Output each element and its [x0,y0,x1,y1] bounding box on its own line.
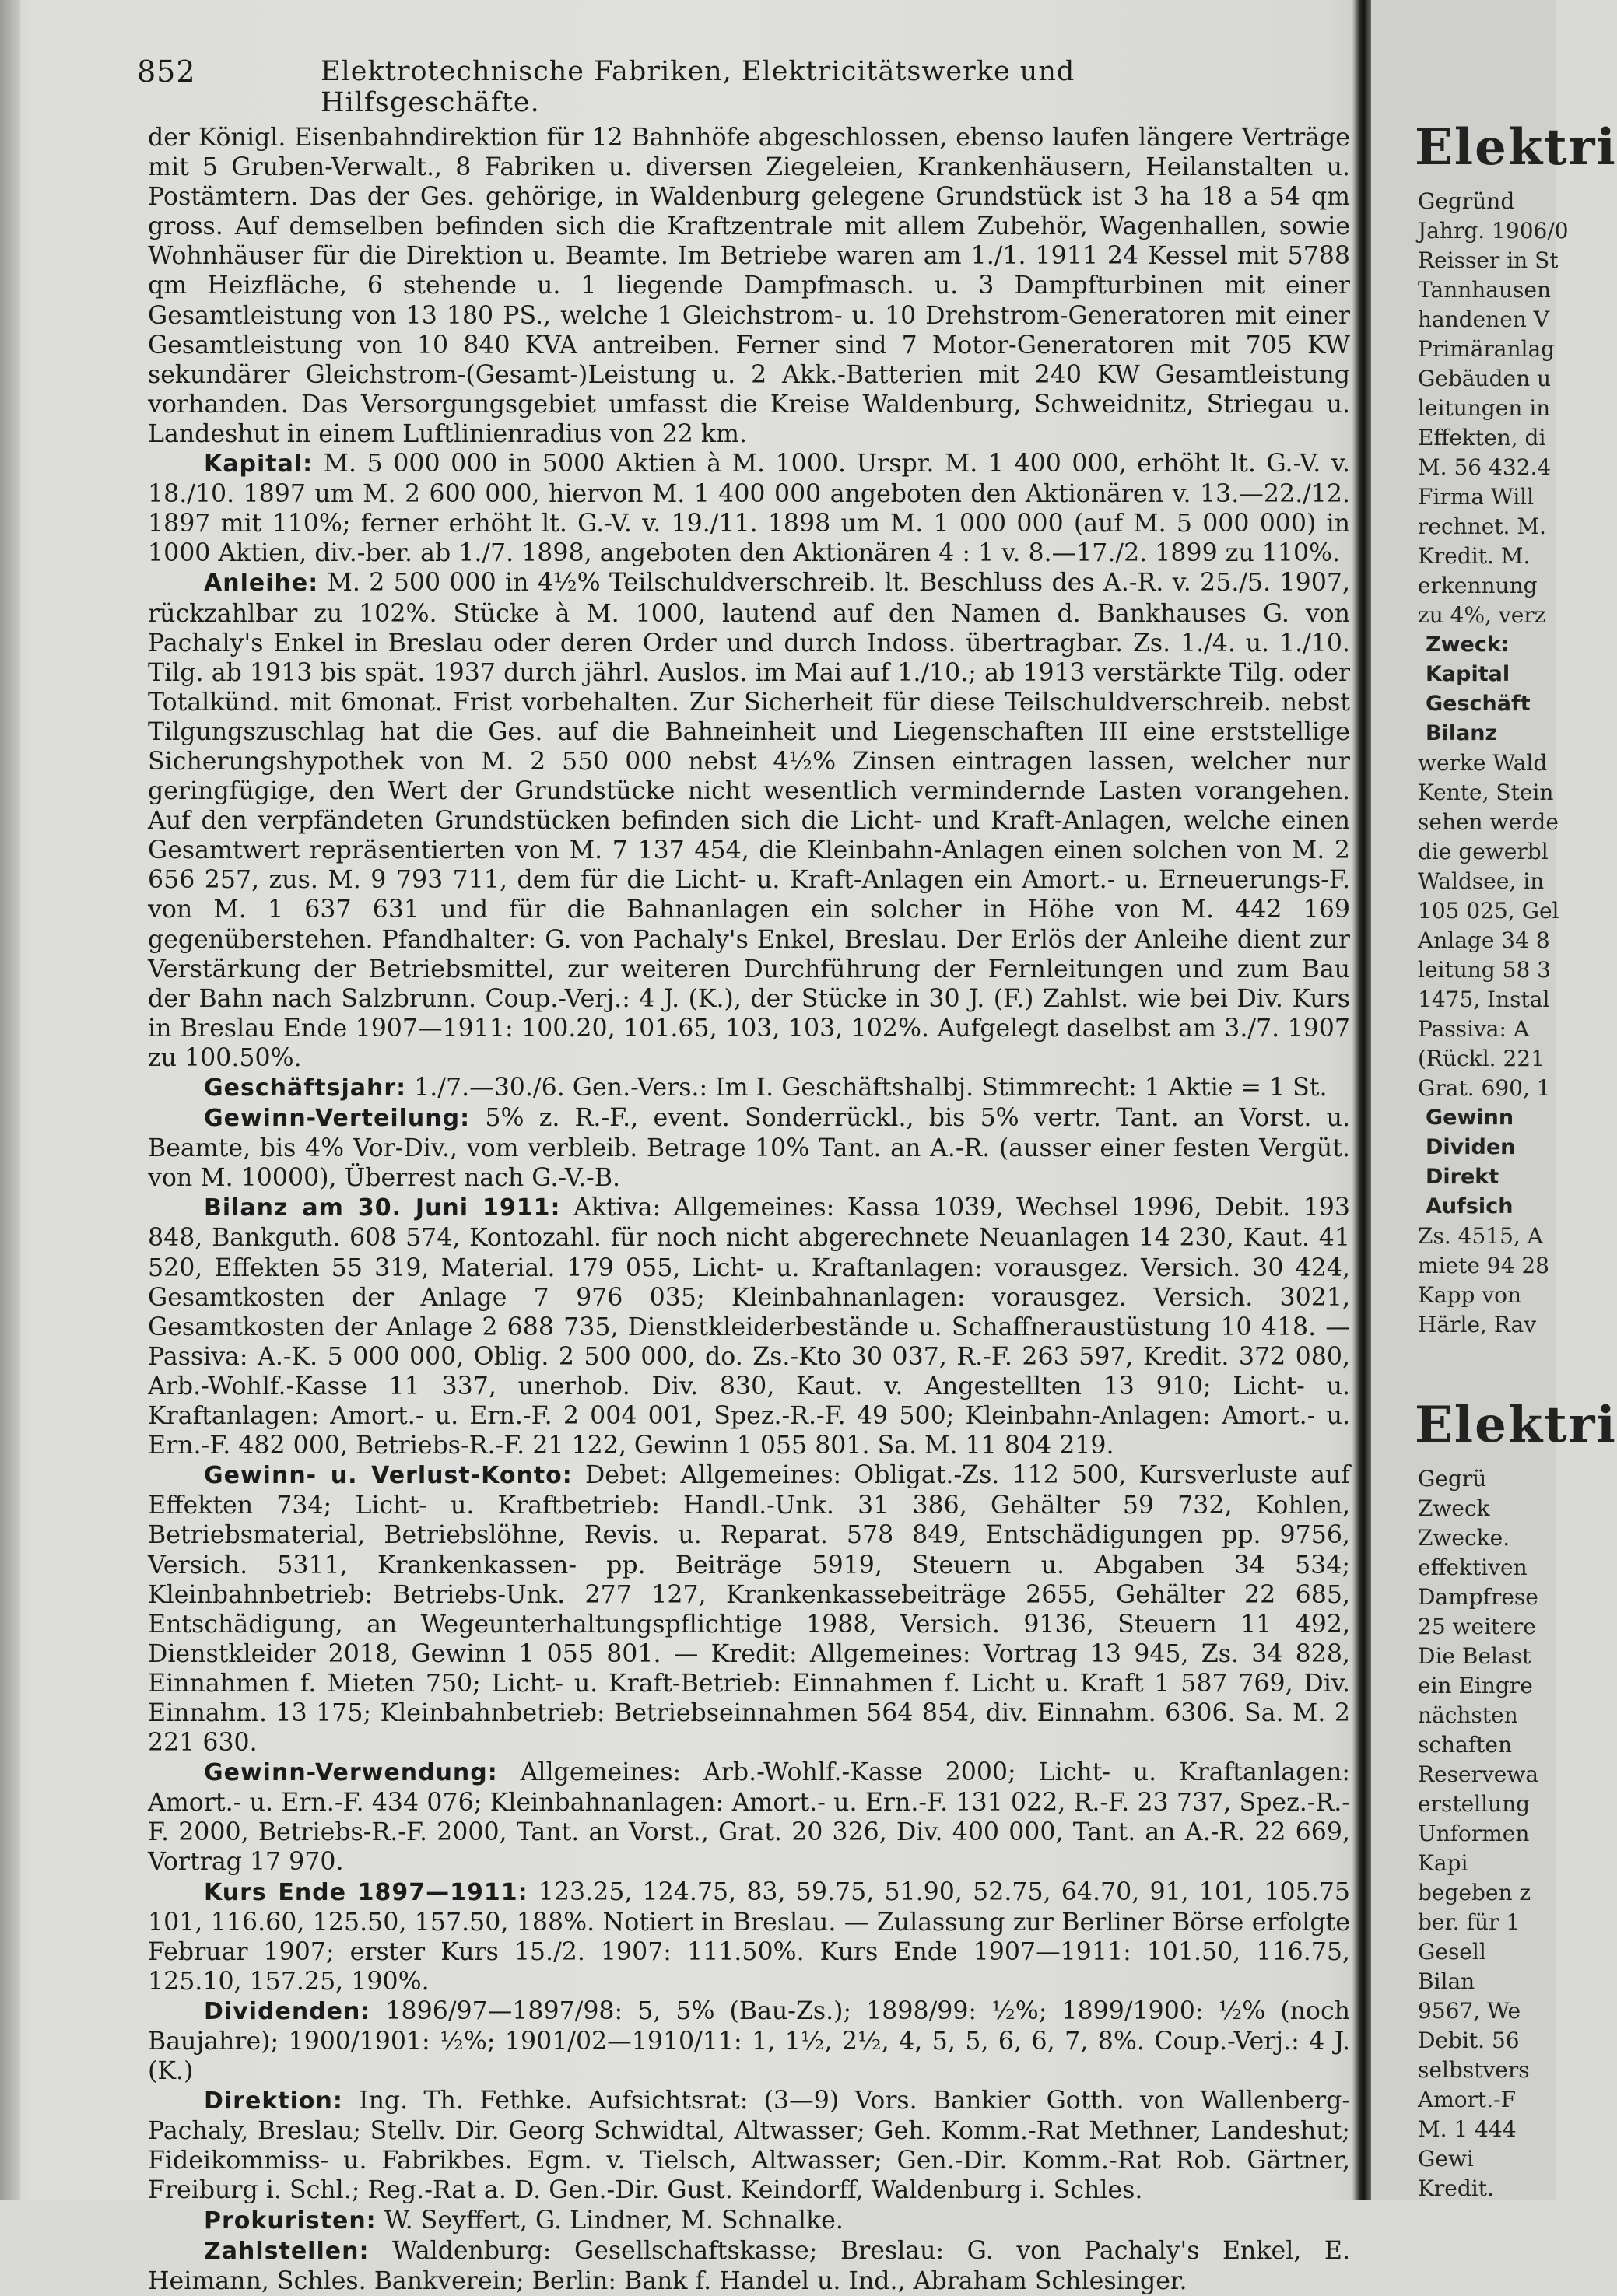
fragment-line: sehen werde [1418,809,1559,835]
adjacent-page-fragment [1371,117,1617,2201]
fragment-line: ber. für 1 [1418,1909,1521,1935]
section-text: M. 5 000 000 in 5000 Aktien à M. 1000. Urspr. M. 1 400 000, erhöht lt. G.-V. v. 18./10. 1897 um M. 2 600 000, hiervon M. 1 400 000 angeboten den Aktionären v. 13.—22./12. 1897 mit 110%; ferner erhöht lt. G.-V. v. 19./11. 1898 um M. 1 000 000 (auf M. 5 000 000) in 1000 Aktien, div.-ber. ab 1./7. 1898, angeboten den Aktionären 4 : 1 v. 8.—17./2. 1899 zu 110%. [148,450,1350,568]
section-text: Ing. Th. Fethke. Aufsichtsrat: (3—9) Vors. Bankier Gotth. von Wallenberg-Pachaly, Breslau; Stellv. Dir. Georg Schwidtal, Altwasser; Geh. Komm.-Rat Methner, Landeshut; Fideikommiss- u. Fabrikbes. Egm. v. Tielsch, Altwasser; Gen.-Dir. Komm.-Rat Rob. Gärtner, Freiburg i. Schl.; Reg.-Rat a. D. Gen.-Dir. Gust. Keindorff, Waldenburg i. Schles. [148,2087,1350,2205]
section-heading: Geschäftsjahr: [204,1074,407,1102]
section-paragraph [148,1996,1350,2086]
fragment-line: Dividen [1426,1135,1516,1159]
fragment-line: effektiven [1418,1555,1528,1580]
section-heading: Dividenden: [204,1997,371,2025]
section-paragraph [148,2206,1350,2236]
fragment-line: handenen V [1418,307,1550,332]
fragment-line: Waldsee, in [1418,868,1545,894]
fragment-line: ein Eingre [1418,1673,1533,1698]
sections [148,449,1350,2296]
section-heading: Gewinn-Verwendung: [204,1759,498,1787]
fragment-line: Zweck [1418,1495,1490,1521]
section-paragraph [148,1073,1350,1103]
fragment-line: M. 1 444 [1418,2116,1517,2142]
fragment-line: Tannhausen [1418,277,1551,303]
fragment-line: 25 weitere [1418,1614,1536,1639]
section-text: 1896/97—1897/98: 5, 5% (Bau-Zs.); 1898/99: ½%; 1899/1900: ½% (noch Baujahre); 1900/1901: ½%; 1901/02—1910/11: 1, 1½, 2½, 4, 5, 5, 6, 6, 7, 8%. Coup.-Verj.: 4 J. (K.) [148,1996,1350,2086]
section-paragraph [148,568,1350,1073]
section-text: M. 2 500 000 in 4½% Teilschuldverschreib. lt. Beschluss des A.-R. v. 25./5. 1907, rückzahlbar zu 102%. Stücke à M. 1000, lautend auf den Namen d. Bankhauses G. von Pachaly's Enkel in Breslau oder deren Order und durch Indoss. übertragbar. Zs. 1./4. u. 1./10. Tilg. ab 1913 bis spät. 1937 durch jährl. Auslos. im Mai auf 1./10.; ab 1913 verstärkte Tilg. oder Totalkünd. mit 6monat. Frist vorbehalten. Zur Sicherheit für diese Teilschuldverschreib. nebst Tilgungszuschlag hat die Ges. auf die Bahneinheit und Liegenschaften III eine erststellige Sicherungshypothek von M. 2 550 000 nebst 4½% Zinsen eintragen lassen, welcher nur geringfügige, den Wert der Grundstücke nicht wesentlich vermindernde Lasten vorangehen. Auf den verpfändeten Grundstücken befinden sich die Licht- und Kraft-Anlagen, welche einen Gesamtwert repräsentierten von M. 7 137 454, die Kleinbahn-Anlagen einen solchen von M. 2 656 257, zus. M. 9 793 711, dem für die Licht- u. Kraft-Anlagen ein Amort.- u. Erneuerungs-F. von M. 1 637 631 und für die Bahnanlagen ein solcher in Höhe von M. 442 169 gegenüberstehen. Pfandhalter: G. von Pachaly's Enkel, Breslau. Der Erlös der Anleihe dient zur Verstärkung der Betriebsmittel, zur weiteren Durchführung der Fernleitungen und zum Bau der Bahn nach Salzbrunn. Coup.-Verj.: 4 J. (K.), der Stücke in 30 J. (F.) Zahlst. wie bei Div. Kurs in Breslau Ende 1907—1911: 100.20, 101.65, 103, 103, 102%. Aufgelegt daselbst am 3./7. 1907 zu 100.50%. [148,569,1350,1072]
fragment-line: miete 94 28 [1418,1253,1549,1278]
running-title: Elektrotechnische Fabriken, Elektricitätswerke und Hilfsgeschäfte. [321,56,1075,118]
fragment-line: Kapital [1426,662,1510,686]
section-text: 123.25, 124.75, 83, 59.75, 51.90, 52.75, 64.70, 91, 101, 105.75 101, 116.60, 125.50, 157.50, 188%. Notiert in Breslau. — Zulassung zur Berliner Börse erfolgte Februar 1907; erster Kurs 15./2. 1907: 111.50%. Kurs Ende 1907—1911: 101.50, 116.75, 125.10, 157.25, 190%. [148,1877,1350,1996]
fragment-line: Kredit. [1418,2175,1494,2201]
section-text: Debet: Allgemeines: Obligat.-Zs. 112 500, Kursverluste auf Effekten 734; Licht- u. Kraftbetrieb: Handl.-Unk. 31 386, Gehälter 59 732, Kohlen, Betriebsmaterial, Betriebslöhne, Revis. u. Reparat. 578 849, Entschädigungen pp. 9756, Versich. 5311, Krankenkassen- pp. Beiträge 5919, Steuern u. Abgaben 34 534; Kleinbahnbetrieb: Betriebs-Unk. 277 127, Krankenkassebeiträge 2655, Gehälter 22 685, Entschädigung, an Wegeunterhaltungspflichtige 1988, Versich. 9136, Steuern 11 492, Dienstkleider 2018, Gewinn 1 055 801. — Kredit: Allgemeines: Vortrag 13 945, Zs. 34 828, Einnahmen f. Mieten 750; Licht- u. Kraft-Betrieb: Einnahmen f. Licht u. Kraft 1 587 769, Div. Einnahm. 13 175; Kleinbahnbetrieb: Betriebseinnahmen 564 854, div. Einnahm. 6306. Sa. M. 2 221 630. [148,1461,1350,1758]
fragment-line: schaften [1418,1732,1512,1758]
fragment-line: Kapi [1418,1850,1468,1876]
fragment-line: nächsten [1418,1702,1518,1728]
intro-paragraph: der Königl. Eisenbahndirektion für 12 Bahnhöfe abgeschlossen, ebenso laufen längere Verträge mit 5 Gruben-Verwalt., 8 Fabriken u. diversen Ziegeleien, Krankenhäusern, Heilanstalten u. Postämtern. Das der Ges. gehörige, in Waldenburg gelegene Grundstück ist 3 ha 18 a 54 qm gross. Auf demselben befinden sich die Kraftzentrale mit allem Zubehör, Wagenhallen, sowie Wohnhäuser für die Direktion u. Beamte. Im Betriebe waren am 1./1. 1911 24 Kessel mit 5788 qm Heizfläche, 6 stehende u. 1 liegende Dampfmasch. u. 3 Dampfturbinen mit einer Gesamtleistung von 13 180 PS., welche 1 Gleichstrom- u. 10 Drehstrom-Generatoren mit einer Gesamtleistung von 10 840 KVA antreiben. Ferner sind 7 Motor-Generatoren mit 705 KW sekundärer Gleichstrom-(Gesamt-)Leistung u. 2 Akk.-Batterien mit 240 KW Gesamtleistung vorhanden. Das Versorgungsgebiet umfasst die Kreise Waldenburg, Schweidnitz, Striegau u. Landeshut in einem Luftlinienradius von 22 km. [148,124,1350,448]
fragment-gap [1371,1340,1556,1394]
section-text: W. Seyffert, G. Lindner, M. Schnalke. [376,2206,844,2235]
fragment-line: Reisser in St [1418,247,1559,273]
fragment-title: Elektri [1415,118,1617,177]
fragment-line: Passiva: A [1418,1016,1530,1042]
section-heading: Direktion: [204,2087,343,2115]
section-text: 5% z. R.-F., event. Sonderrückl., bis 5% vertr. Tant. an Vorst. u. Beamte, bis 4% Vor-Div., vom verbleib. Betrage 10% Tant. an A.-R. (ausser einer festen Vergüt. von M. 10000), Überrest nach G.-V.-B. [148,1104,1350,1193]
section-heading: Zahlstellen: [204,2237,370,2265]
section-paragraph [148,2236,1350,2296]
fragment-line: Gebäuden u [1418,366,1552,391]
fragment-line: zu 4%, verz [1418,602,1546,628]
fragment-line: begeben z [1418,1880,1531,1905]
section-heading: Kurs Ende 1897—1911: [204,1878,528,1906]
main-text-column [148,123,1351,2295]
fragment-line: Dampfrese [1418,1584,1538,1610]
fragment-line: Jahrg. 1906/0 [1418,218,1569,244]
fragment-line: Gegründ [1418,188,1515,214]
section-paragraph [148,1877,1350,1996]
fragment-line: leitungen in [1418,395,1551,421]
section-text: Aktiva: Allgemeines: Kassa 1039, Wechsel 1996, Debit. 193 848, Bankguth. 608 574, Kontozahl. für noch nicht abgerechnete Neuanlagen 14 230, Kaut. 41 520, Effekten 55 319, Material. 179 055, Licht- u. Kraftanlagen: vorausgez. Versich. 30 424, Gesamtkosten der Anlage 7 976 035; Kleinbahnanlagen: vorausgez. Versich. 3021, Gesamtkosten der Anlage 2 688 735, Dienstkleiderbestände u. Schaffneraustüstung 10 418. — Passiva: A.-K. 5 000 000, Oblig. 2 500 000, do. Zs.-Kto 30 037, R.-F. 263 597, Kredit. 372 080, Arb.-Wohlf.-Kasse 11 337, unerhob. Div. 830, Kaut. v. Angestellten 13 910; Licht- u. Kraftanlagen: Amort.- u. Ern.-F. 2 004 001, Spez.-R.-F. 49 500; Kleinbahn-Anlagen: Amort.- u. Ern.-F. 482 000, Betriebs-R.-F. 21 122, Gewinn 1 055 801. Sa. M. 11 804 219. [148,1194,1351,1460]
fragment-line: Kapp von [1418,1282,1522,1308]
fragment-line: Gewi [1418,2146,1474,2172]
section-paragraph [148,2086,1350,2205]
section-heading: Prokuristen: [204,2207,377,2235]
section-paragraph [148,1193,1350,1460]
section-paragraph [148,449,1350,568]
section-paragraph [148,1758,1350,1877]
fragment-line: Härle, Rav [1418,1312,1537,1337]
fragment-line: Debit. 56 [1418,2028,1520,2053]
fragment-line: Direkt [1426,1165,1499,1189]
fragment-line: Kredit. M. [1418,543,1531,569]
section-text: 1./7.—30./6. Gen.-Vers.: Im I. Geschäftshalbj. Stimmrecht: 1 Aktie = 1 St. [406,1074,1328,1102]
fragment-line: Zweck: [1426,633,1510,657]
section-text: Allgemeines: Arb.-Wohlf.-Kasse 2000; Licht- u. Kraftanlagen: Amort.- u. Ern.-F. 434 076; Kleinbahnanlagen: Amort.- u. Ern.-F. 131 022, R.-F. 23 737, Spez.-R.-F. 2000, Betriebs-R.-F. 2000, Tant. an Vorst., Grat. 20 326, Div. 400 000, Tant. an A.-R. 22 669, Vortrag 17 970. [148,1758,1350,1877]
fragment-line: Aufsich [1426,1194,1514,1218]
fragment-line: M. 56 432.4 [1418,454,1552,480]
fragment-line: Gegrü [1418,1466,1487,1492]
fragment-line: werke Wald [1418,750,1548,776]
fragment-line: 1475, Instal [1418,987,1550,1012]
section-heading: Anleihe: [204,570,319,598]
section-paragraph [148,1460,1350,1758]
fragment-line: Reservewa [1418,1761,1539,1787]
fragment-line: selbstvers [1418,2057,1530,2083]
fragment-line: die gewerbl [1418,839,1549,864]
fragment-line: Geschäft [1426,692,1531,716]
fragment-line: Bilan [1418,1968,1475,1994]
page-gutter [1352,0,1371,2200]
fragment-line: Gesell [1418,1939,1486,1965]
fragment-line: Die Belast [1418,1643,1531,1669]
fragment-line: (Rückl. 221 [1418,1046,1545,1071]
fragment-line: erkennung [1418,573,1538,598]
fragment-line: Effekten, di [1418,425,1546,450]
fragment-line: leitung 58 3 [1418,957,1551,983]
section-text: Waldenburg: Gesellschaftskasse; Breslau: G. von Pachaly's Enkel, E. Heimann, Schles. Bankverein; Berlin: Bank f. Handel u. Ind., Abraham Schlesinger. [148,2236,1350,2295]
fragment-title: Elektri [1415,1396,1617,1454]
fragment-line: Bilanz [1426,721,1498,745]
section-heading: Kapital: [204,450,314,478]
section-heading: Gewinn- u. Verlust-Konto: [204,1462,573,1490]
fragment-line: Anlage 34 8 [1418,927,1550,953]
fragment-line: Unformen [1418,1821,1530,1846]
section-heading: Bilanz am 30. Juni 1911: [204,1194,561,1222]
fragment-line: Amort.-F [1418,2087,1517,2112]
fragment-line: rechnet. M. [1418,514,1546,539]
fragment-line: erstellung [1418,1791,1531,1817]
fragment-line: Gewinn [1426,1106,1514,1130]
section-paragraph [148,1103,1350,1193]
fragment-line: Firma Will [1418,484,1535,510]
fragment-line: Zwecke. [1418,1525,1510,1551]
page-header [137,54,1289,118]
fragment-line: 9567, We [1418,1998,1521,2024]
fragment-line: Primäranlag [1418,336,1556,362]
scan-edge-left [0,0,20,2200]
fragment-line: Grat. 690, 1 [1418,1075,1551,1101]
fragment-line: Kente, Stein [1418,780,1554,805]
page-number: 852 [137,54,196,89]
fragment-line: 105 025, Gel [1418,898,1559,924]
section-heading: Gewinn-Verteilung: [204,1105,471,1133]
fragment-line: Zs. 4515, A [1418,1223,1543,1249]
